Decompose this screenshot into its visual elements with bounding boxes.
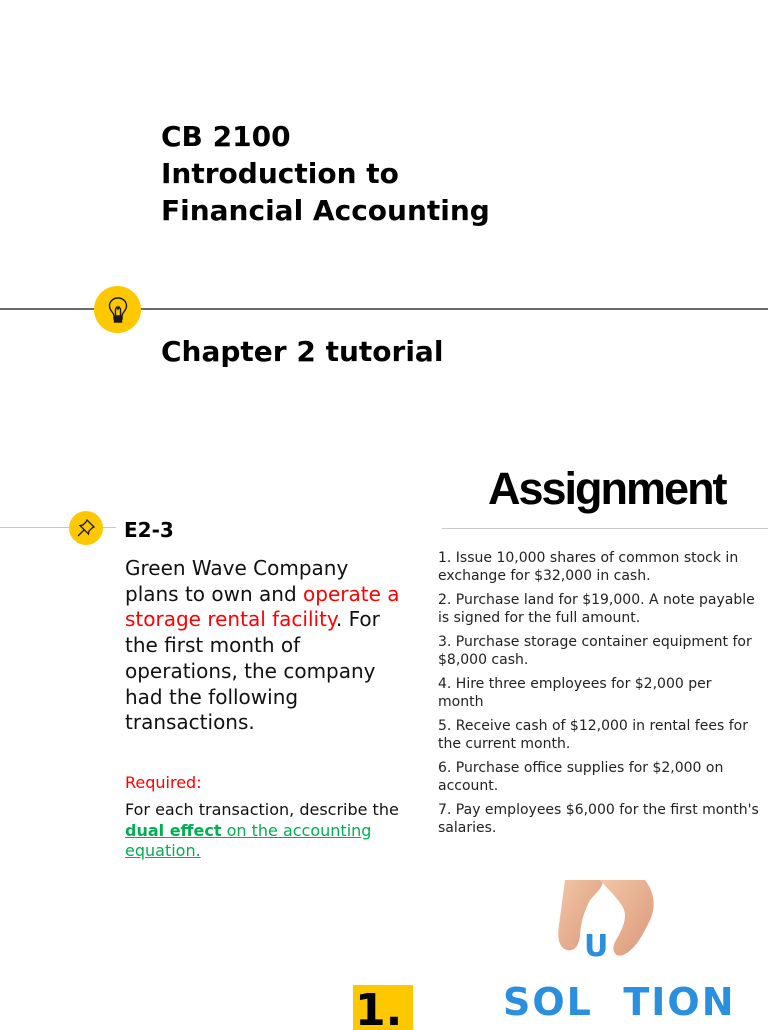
course-name-line-1: Introduction to <box>161 157 399 190</box>
solution-word: SOL TION <box>503 980 736 1024</box>
course-title <box>161 118 490 229</box>
transaction-item: 3. Purchase storage container equipment for $8,000 cash. <box>438 634 752 668</box>
dual-effect-bold: dual effect <box>125 820 222 840</box>
pushpin-icon <box>69 511 103 545</box>
required-prefix: For each transaction, describe the <box>125 800 399 819</box>
intro-highlight: operate a storage rental facility <box>125 581 400 632</box>
required-instructions <box>125 800 415 862</box>
solution-number: 1. <box>355 985 403 1030</box>
lightbulb-icon <box>94 286 141 333</box>
intro-text-2: . For the first month of operations, the company had the following transactions. <box>125 607 380 735</box>
course-code: CB 2100 <box>161 120 291 153</box>
transaction-list <box>438 550 760 844</box>
solution-number-badge <box>353 985 413 1030</box>
held-letter: U <box>584 929 609 964</box>
exercise-description <box>125 556 405 736</box>
assignment-heading: Assignment <box>488 463 726 514</box>
intro-text-1: Green Wave Company plans to own and <box>125 556 349 606</box>
dual-effect-link[interactable] <box>125 821 371 861</box>
assignment-divider <box>442 528 768 529</box>
transaction-item: 7. Pay employees $6,000 for the first month's salaries. <box>438 802 759 836</box>
transaction-item: 1. Issue 10,000 shares of common stock in exchange for $32,000 in cash. <box>438 550 739 584</box>
transaction-item: 4. Hire three employees for $2,000 per month <box>438 676 712 710</box>
required-label: Required: <box>125 773 202 792</box>
transaction-item: 6. Purchase office supplies for $2,000 on account. <box>438 760 724 794</box>
chapter-title: Chapter 2 tutorial <box>161 335 444 368</box>
transaction-item: 5. Receive cash of $12,000 in rental fees for the current month. <box>438 718 748 752</box>
exercise-id: E2-3 <box>124 518 174 542</box>
dual-effect-rest: on the accounting equation. <box>125 820 372 860</box>
transaction-item: 2. Purchase land for $19,000. A note payable is signed for the full amount. <box>438 592 755 626</box>
course-name-line-2: Financial Accounting <box>161 194 490 227</box>
